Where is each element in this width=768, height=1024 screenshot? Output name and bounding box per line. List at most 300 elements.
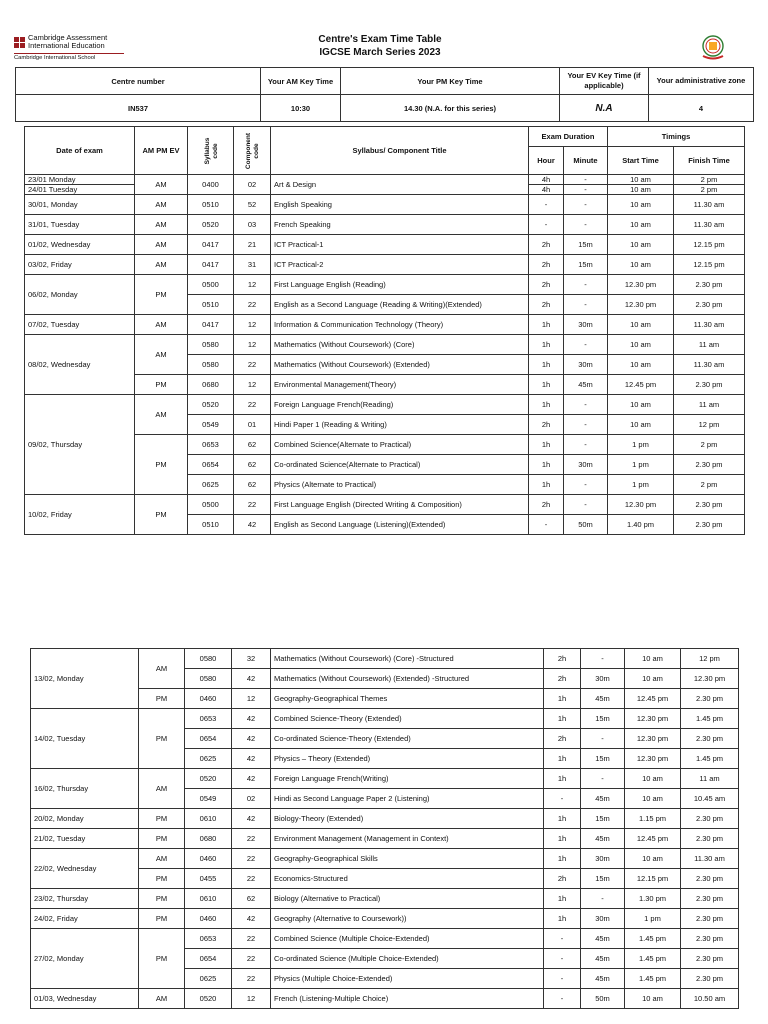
title-cell: Geography-Geographical Themes — [271, 689, 544, 709]
start-time-cell: 10 am — [608, 255, 674, 275]
title-cell: French Speaking — [271, 215, 529, 235]
title-cell: Combined Science-Theory (Extended) — [271, 709, 544, 729]
finish-time-cell: 2.30 pm — [674, 495, 745, 515]
table-row — [31, 989, 739, 1009]
session-cell: AM — [135, 335, 188, 375]
minute-cell: - — [564, 195, 608, 215]
start-time-cell: 12.30 pm — [625, 709, 681, 729]
minute-cell: - — [564, 495, 608, 515]
start-time-cell: 10 am — [608, 215, 674, 235]
title-cell: First Language English (Reading) — [271, 275, 529, 295]
header-start: Start Time — [608, 147, 674, 175]
finish-time-cell: 2.30 pm — [681, 949, 739, 969]
component-code-cell: 42 — [232, 769, 271, 789]
finish-time-cell: 11 am — [674, 335, 745, 355]
title-cell: Economics-Structured — [271, 869, 544, 889]
hour-cell: 2h — [529, 275, 564, 295]
hour-cell: 2h — [529, 255, 564, 275]
start-time-cell: 12.15 pm — [625, 869, 681, 889]
session-cell: PM — [139, 689, 185, 709]
finish-time-cell: 2.30 pm — [681, 809, 739, 829]
hour-cell: 1h — [544, 889, 581, 909]
hour-cell: 1h — [529, 335, 564, 355]
header-minute: Minute — [564, 147, 608, 175]
component-code-cell: 22 — [234, 395, 271, 415]
component-code-cell: 42 — [232, 909, 271, 929]
start-time-cell: 12.30 pm — [608, 495, 674, 515]
syllabus-code-cell: 0417 — [188, 235, 234, 255]
hour-cell: 4h — [529, 175, 564, 185]
minute-cell: - — [564, 475, 608, 495]
component-code-cell: 03 — [234, 215, 271, 235]
title-cell: Geography-Geographical Skills — [271, 849, 544, 869]
syllabus-code-cell: 0417 — [188, 315, 234, 335]
syllabus-code-cell: 0460 — [185, 689, 232, 709]
start-time-cell: 1 pm — [625, 909, 681, 929]
session-cell: AM — [139, 989, 185, 1009]
table-row — [25, 275, 745, 295]
finish-time-cell: 11.30 am — [674, 315, 745, 335]
table-row — [31, 929, 739, 949]
start-time-cell: 10 am — [608, 185, 674, 195]
hour-cell: 1h — [529, 395, 564, 415]
table-row — [31, 829, 739, 849]
component-code-cell: 22 — [234, 495, 271, 515]
date-cell: 30/01, Monday — [25, 195, 135, 215]
session-cell: AM — [135, 215, 188, 235]
key-header-pm: Your PM Key Time — [341, 68, 560, 95]
hour-cell: - — [544, 969, 581, 989]
syllabus-code-cell: 0549 — [185, 789, 232, 809]
finish-time-cell: 2.30 pm — [674, 515, 745, 535]
header-syllabus-code: Syllabus code — [188, 127, 234, 175]
finish-time-cell: 11.30 am — [681, 849, 739, 869]
hour-cell: 1h — [529, 315, 564, 335]
syllabus-code-cell: 0460 — [185, 909, 232, 929]
component-code-cell: 31 — [234, 255, 271, 275]
table-row — [25, 195, 745, 215]
minute-cell: 30m — [581, 849, 625, 869]
component-code-cell: 12 — [234, 275, 271, 295]
date-cell: 14/02, Tuesday — [31, 709, 139, 769]
minute-cell: 15m — [564, 235, 608, 255]
date-cell: 01/03, Wednesday — [31, 989, 139, 1009]
hour-cell: 2h — [544, 869, 581, 889]
finish-time-cell: 12.15 pm — [674, 235, 745, 255]
session-cell: PM — [139, 869, 185, 889]
start-time-cell: 12.45 pm — [625, 829, 681, 849]
finish-time-cell: 2 pm — [674, 435, 745, 455]
title-cell: Co-ordinated Science(Alternate to Practical) — [271, 455, 529, 475]
start-time-cell: 10 am — [608, 235, 674, 255]
hour-cell: - — [544, 789, 581, 809]
minute-cell: 15m — [581, 709, 625, 729]
date-cell: 20/02, Monday — [31, 809, 139, 829]
hour-cell: 1h — [544, 769, 581, 789]
minute-cell: - — [564, 395, 608, 415]
hour-cell: 1h — [544, 849, 581, 869]
title-cell: ICT Practical-2 — [271, 255, 529, 275]
component-code-cell: 42 — [232, 669, 271, 689]
hour-cell: - — [544, 929, 581, 949]
finish-time-cell: 2.30 pm — [681, 909, 739, 929]
hour-cell: - — [529, 215, 564, 235]
component-code-cell: 42 — [234, 515, 271, 535]
syllabus-code-cell: 0625 — [185, 969, 232, 989]
hour-cell: - — [529, 195, 564, 215]
minute-cell: 30m — [564, 455, 608, 475]
start-time-cell: 1.40 pm — [608, 515, 674, 535]
title-cell: Art & Design — [271, 175, 529, 195]
syllabus-code-cell: 0625 — [185, 749, 232, 769]
session-cell: PM — [139, 829, 185, 849]
key-header-centre: Centre number — [16, 68, 261, 95]
table-row — [31, 909, 739, 929]
component-code-cell: 32 — [232, 649, 271, 669]
admin-zone: 4 — [649, 95, 754, 122]
syllabus-code-cell: 0520 — [185, 769, 232, 789]
syllabus-code-cell: 0460 — [185, 849, 232, 869]
title-cell: English as Second Language (Listening)(Extended) — [271, 515, 529, 535]
session-cell: AM — [139, 849, 185, 869]
finish-time-cell: 12 pm — [681, 649, 739, 669]
date-cell: 08/02, Wednesday — [25, 335, 135, 395]
minute-cell: 30m — [581, 669, 625, 689]
minute-cell: 15m — [581, 749, 625, 769]
title-cell: Combined Science (Multiple Choice-Extended) — [271, 929, 544, 949]
table-row — [25, 235, 745, 255]
minute-cell: 50m — [564, 515, 608, 535]
title-cell: Co-ordinated Science (Multiple Choice-Extended) — [271, 949, 544, 969]
hour-cell: 1h — [544, 709, 581, 729]
syllabus-code-cell: 0500 — [188, 495, 234, 515]
title-cell: Biology (Alternative to Practical) — [271, 889, 544, 909]
minute-cell: - — [581, 889, 625, 909]
finish-time-cell: 2.30 pm — [674, 295, 745, 315]
table-row — [31, 849, 739, 869]
title-cell: Environment Management (Management in Context) — [271, 829, 544, 849]
component-code-cell: 02 — [232, 789, 271, 809]
start-time-cell: 1.45 pm — [625, 969, 681, 989]
title-cell: Hindi as Second Language Paper 2 (Listening) — [271, 789, 544, 809]
title-cell: Mathematics (Without Coursework) (Extended) -Structured — [271, 669, 544, 689]
component-code-cell: 22 — [234, 355, 271, 375]
syllabus-code-cell: 0654 — [185, 729, 232, 749]
title-cell: Biology-Theory (Extended) — [271, 809, 544, 829]
session-cell: AM — [135, 235, 188, 255]
finish-time-cell: 1.45 pm — [681, 749, 739, 769]
finish-time-cell: 11 am — [681, 769, 739, 789]
session-cell: AM — [135, 255, 188, 275]
minute-cell: 30m — [581, 909, 625, 929]
minute-cell: - — [581, 769, 625, 789]
date-cell: 06/02, Monday — [25, 275, 135, 315]
finish-time-cell: 2.30 pm — [674, 455, 745, 475]
start-time-cell: 10 am — [608, 335, 674, 355]
key-header-ev: Your EV Key Time (if applicable) — [560, 68, 649, 95]
component-code-cell: 62 — [234, 475, 271, 495]
minute-cell: - — [564, 415, 608, 435]
syllabus-code-cell: 0653 — [188, 435, 234, 455]
syllabus-code-cell: 0580 — [185, 669, 232, 689]
component-code-cell: 01 — [234, 415, 271, 435]
logo-line2: International Education — [28, 41, 105, 50]
finish-time-cell: 2 pm — [674, 185, 745, 195]
hour-cell: 1h — [529, 375, 564, 395]
session-cell: PM — [135, 495, 188, 535]
finish-time-cell: 12.15 pm — [674, 255, 745, 275]
title-cell: Geography (Alternative to Coursework)) — [271, 909, 544, 929]
header-finish: Finish Time — [674, 147, 745, 175]
title-cell: Physics (Alternate to Practical) — [271, 475, 529, 495]
start-time-cell: 10 am — [625, 989, 681, 1009]
syllabus-code-cell: 0510 — [188, 295, 234, 315]
syllabus-code-cell: 0580 — [188, 355, 234, 375]
session-cell: PM — [139, 809, 185, 829]
session-cell: AM — [135, 315, 188, 335]
finish-time-cell: 2.30 pm — [681, 929, 739, 949]
component-code-cell: 12 — [234, 315, 271, 335]
syllabus-code-cell: 0653 — [185, 709, 232, 729]
syllabus-code-cell: 0680 — [188, 375, 234, 395]
minute-cell: - — [564, 215, 608, 235]
ev-key-time: N.A — [560, 95, 649, 122]
key-header-am: Your AM Key Time — [261, 68, 341, 95]
cambridge-logo — [14, 34, 124, 61]
start-time-cell: 12.45 pm — [608, 375, 674, 395]
finish-time-cell: 2.30 pm — [681, 869, 739, 889]
component-code-cell: 22 — [232, 829, 271, 849]
pm-key-time: 14.30 (N.A. for this series) — [341, 95, 560, 122]
start-time-cell: 12.30 pm — [625, 749, 681, 769]
hour-cell: 1h — [529, 435, 564, 455]
finish-time-cell: 2.30 pm — [674, 275, 745, 295]
header-title: Syllabus/ Component Title — [271, 127, 529, 175]
start-time-cell: 1.15 pm — [625, 809, 681, 829]
table-row — [25, 175, 745, 185]
component-code-cell: 42 — [232, 749, 271, 769]
title-cell: French (Listening-Multiple Choice) — [271, 989, 544, 1009]
title-cell: Environmental Management(Theory) — [271, 375, 529, 395]
minute-cell: - — [581, 649, 625, 669]
header-hour: Hour — [529, 147, 564, 175]
component-code-cell: 22 — [232, 869, 271, 889]
hour-cell: 1h — [544, 689, 581, 709]
hour-cell: 1h — [544, 909, 581, 929]
date-cell: 27/02, Monday — [31, 929, 139, 989]
date-cell: 09/02, Thursday — [25, 395, 135, 495]
component-code-cell: 12 — [232, 989, 271, 1009]
hour-cell: 1h — [544, 749, 581, 769]
minute-cell: - — [564, 185, 608, 195]
minute-cell: 15m — [581, 809, 625, 829]
date-cell: 31/01, Tuesday — [25, 215, 135, 235]
start-time-cell: 10 am — [608, 175, 674, 185]
key-header-zone: Your administrative zone — [649, 68, 754, 95]
date-cell: 13/02, Monday — [31, 649, 139, 709]
minute-cell: 30m — [564, 315, 608, 335]
shield-icon — [14, 37, 25, 48]
component-code-cell: 22 — [232, 929, 271, 949]
component-code-cell: 62 — [234, 435, 271, 455]
start-time-cell: 10 am — [625, 649, 681, 669]
title-cell: Physics – Theory (Extended) — [271, 749, 544, 769]
minute-cell: - — [581, 729, 625, 749]
school-crest-icon — [698, 32, 728, 62]
title-cell: Combined Science(Alternate to Practical) — [271, 435, 529, 455]
syllabus-code-cell: 0549 — [188, 415, 234, 435]
title-cell: Foreign Language French(Reading) — [271, 395, 529, 415]
session-cell: PM — [135, 375, 188, 395]
hour-cell: 2h — [529, 235, 564, 255]
start-time-cell: 10 am — [625, 849, 681, 869]
hour-cell: 2h — [544, 649, 581, 669]
title-cell: First Language English (Directed Writing & Composition) — [271, 495, 529, 515]
session-cell: PM — [139, 889, 185, 909]
exam-table-2 — [30, 648, 739, 1009]
syllabus-code-cell: 0580 — [188, 335, 234, 355]
start-time-cell: 12.45 pm — [625, 689, 681, 709]
date-cell: 24/01 Tuesday — [25, 185, 135, 195]
hour-cell: 2h — [529, 415, 564, 435]
title-cell: English as a Second Language (Reading & Writing)(Extended) — [271, 295, 529, 315]
title-cell: English Speaking — [271, 195, 529, 215]
table-row — [25, 315, 745, 335]
minute-cell: - — [564, 335, 608, 355]
date-cell: 03/02, Friday — [25, 255, 135, 275]
finish-time-cell: 11.30 am — [674, 355, 745, 375]
title-cell: Hindi Paper 1 (Reading & Writing) — [271, 415, 529, 435]
date-cell: 22/02, Wednesday — [31, 849, 139, 889]
minute-cell: 30m — [564, 355, 608, 375]
date-cell: 23/01 Monday — [25, 175, 135, 185]
date-cell: 24/02, Friday — [31, 909, 139, 929]
start-time-cell: 10 am — [608, 355, 674, 375]
title-cell: Mathematics (Without Coursework) (Extended) — [271, 355, 529, 375]
hour-cell: 1h — [544, 809, 581, 829]
component-code-cell: 52 — [234, 195, 271, 215]
minute-cell: - — [564, 275, 608, 295]
minute-cell: 15m — [564, 255, 608, 275]
table-row — [25, 255, 745, 275]
session-cell: PM — [135, 275, 188, 315]
finish-time-cell: 12.30 pm — [681, 669, 739, 689]
hour-cell: 2h — [529, 295, 564, 315]
am-key-time: 10:30 — [261, 95, 341, 122]
minute-cell: 45m — [581, 789, 625, 809]
session-cell: PM — [139, 709, 185, 769]
date-cell: 10/02, Friday — [25, 495, 135, 535]
date-cell: 07/02, Tuesday — [25, 315, 135, 335]
title-cell: Information & Communication Technology (Theory) — [271, 315, 529, 335]
syllabus-code-cell: 0654 — [185, 949, 232, 969]
date-cell: 23/02, Thursday — [31, 889, 139, 909]
finish-time-cell: 2.30 pm — [681, 729, 739, 749]
centre-number: IN537 — [16, 95, 261, 122]
finish-time-cell: 2.30 pm — [681, 969, 739, 989]
syllabus-code-cell: 0510 — [188, 195, 234, 215]
syllabus-code-cell: 0610 — [185, 809, 232, 829]
minute-cell: 45m — [564, 375, 608, 395]
component-code-cell: 12 — [234, 335, 271, 355]
finish-time-cell: 10.45 am — [681, 789, 739, 809]
hour-cell: 4h — [529, 185, 564, 195]
component-code-cell: 62 — [234, 455, 271, 475]
component-code-cell: 42 — [232, 709, 271, 729]
minute-cell: - — [564, 435, 608, 455]
minute-cell: - — [564, 295, 608, 315]
start-time-cell: 12.30 pm — [608, 275, 674, 295]
hour-cell: - — [544, 949, 581, 969]
component-code-cell: 22 — [232, 969, 271, 989]
header-component-code: Component code — [234, 127, 271, 175]
finish-time-cell: 1.45 pm — [681, 709, 739, 729]
title-cell: Mathematics (Without Coursework) (Core) — [271, 335, 529, 355]
start-time-cell: 1 pm — [608, 435, 674, 455]
syllabus-code-cell: 0680 — [185, 829, 232, 849]
table-row — [31, 709, 739, 729]
session-cell: AM — [139, 769, 185, 809]
key-table — [15, 67, 754, 122]
date-cell: 16/02, Thursday — [31, 769, 139, 809]
start-time-cell: 12.30 pm — [625, 729, 681, 749]
header-ampm: AM PM EV — [135, 127, 188, 175]
syllabus-code-cell: 0520 — [188, 395, 234, 415]
hour-cell: 1h — [529, 355, 564, 375]
finish-time-cell: 2.30 pm — [681, 829, 739, 849]
finish-time-cell: 2 pm — [674, 475, 745, 495]
session-cell: AM — [135, 395, 188, 435]
syllabus-code-cell: 0400 — [188, 175, 234, 195]
syllabus-code-cell: 0580 — [185, 649, 232, 669]
minute-cell: 45m — [581, 929, 625, 949]
start-time-cell: 1.30 pm — [625, 889, 681, 909]
component-code-cell: 62 — [232, 889, 271, 909]
school-name: Cambridge International School — [14, 53, 124, 61]
start-time-cell: 10 am — [625, 789, 681, 809]
finish-time-cell: 2.30 pm — [681, 889, 739, 909]
finish-time-cell: 2 pm — [674, 175, 745, 185]
minute-cell: 45m — [581, 969, 625, 989]
date-cell: 21/02, Tuesday — [31, 829, 139, 849]
start-time-cell: 1 pm — [608, 455, 674, 475]
finish-time-cell: 2.30 pm — [681, 689, 739, 709]
finish-time-cell: 11.30 am — [674, 215, 745, 235]
syllabus-code-cell: 0520 — [188, 215, 234, 235]
title-cell: Co-ordinated Science-Theory (Extended) — [271, 729, 544, 749]
syllabus-code-cell: 0653 — [185, 929, 232, 949]
page-title — [250, 33, 510, 59]
component-code-cell: 42 — [232, 729, 271, 749]
component-code-cell: 22 — [232, 849, 271, 869]
hour-cell: - — [529, 515, 564, 535]
hour-cell: - — [544, 989, 581, 1009]
table-row — [25, 215, 745, 235]
minute-cell: 45m — [581, 949, 625, 969]
start-time-cell: 10 am — [625, 769, 681, 789]
hour-cell: 2h — [544, 729, 581, 749]
minute-cell: - — [564, 175, 608, 185]
syllabus-code-cell: 0417 — [188, 255, 234, 275]
page-header — [0, 0, 768, 66]
syllabus-code-cell: 0520 — [185, 989, 232, 1009]
minute-cell: 45m — [581, 689, 625, 709]
hour-cell: 1h — [529, 475, 564, 495]
finish-time-cell: 11.30 am — [674, 195, 745, 215]
table-row — [25, 395, 745, 415]
header-timings: Timings — [608, 127, 745, 147]
syllabus-code-cell: 0455 — [185, 869, 232, 889]
